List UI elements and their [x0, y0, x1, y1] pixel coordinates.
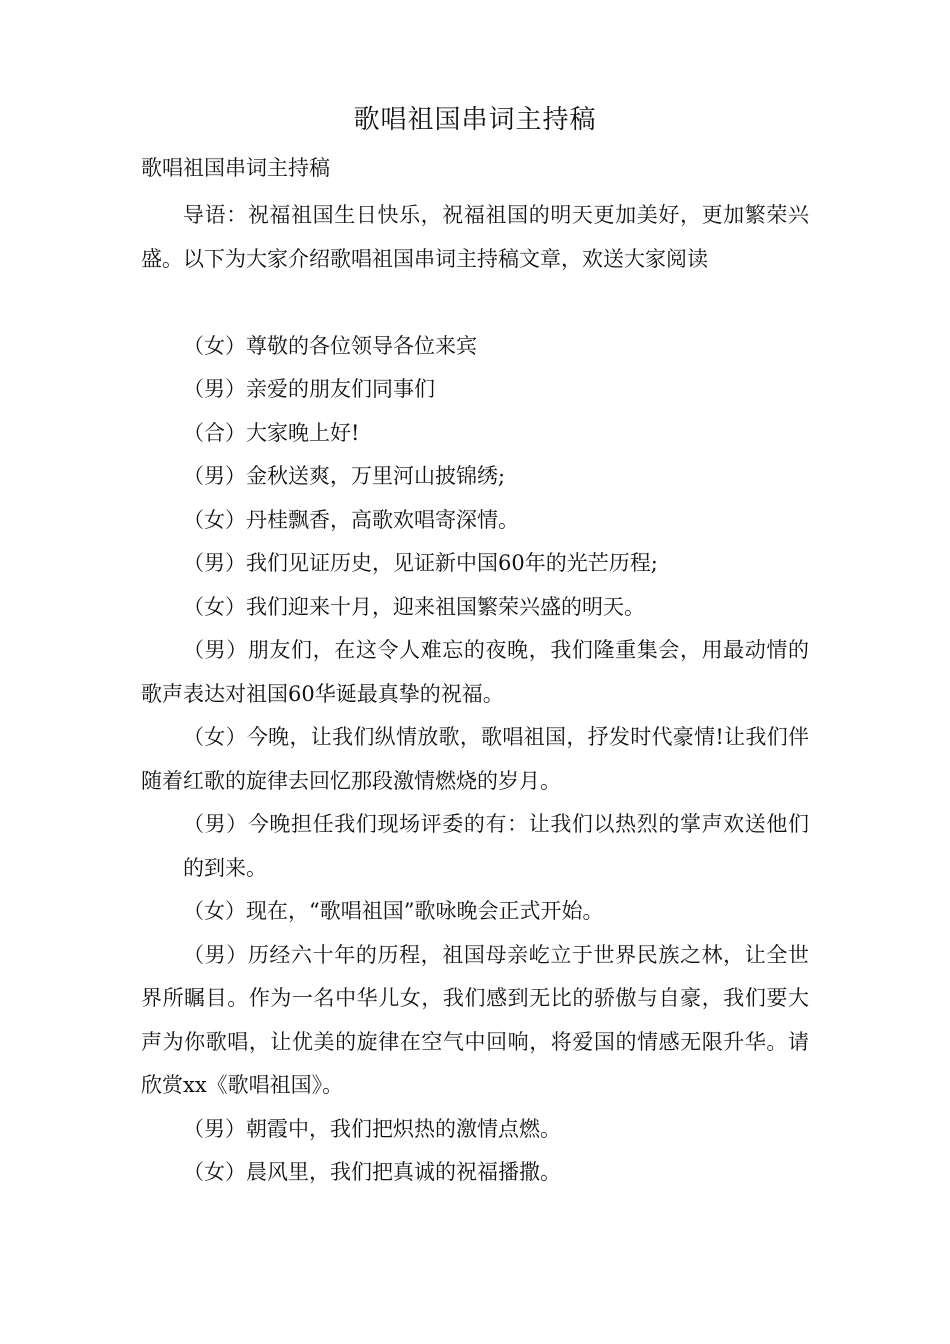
script-line: （男）今晚担任我们现场评委的有：让我们以热烈的掌声欢送他们的到来。 — [183, 812, 809, 880]
script-line: （男）金秋送爽，万里河山披锦绣; — [183, 464, 506, 488]
document-subtitle: 歌唱祖国串词主持稿 — [141, 156, 330, 180]
script-line: （男）亲爱的朋友们同事们 — [183, 377, 435, 401]
script-line: （女）尊敬的各位领导各位来宾 — [183, 333, 477, 358]
script-line: （男）历经六十年的历程，祖国母亲屹立于世界民族之林，让全世界所瞩目。作为一名中华儿女，我们感到无比的骄傲与自豪，我们要大声为你歌唱，让优美的旋律在空气中回响，将爱国的情感无限升华。请欣赏xx《歌唱祖国》。 — [141, 942, 809, 1097]
script-line: （合）大家晚上好! — [183, 420, 360, 445]
paragraph-spacer — [141, 281, 809, 325]
script-line: （男）我们见证历史，见证新中国60年的光芒历程; — [183, 551, 658, 575]
script-line: （女）我们迎来十月，迎来祖国繁荣兴盛的明天。 — [183, 594, 645, 619]
script-line: （女）现在，“歌唱祖国”歌咏晚会正式开始。 — [183, 899, 604, 923]
script-line: （男）朝霞中，我们把炽热的激情点燃。 — [183, 1116, 561, 1141]
script-line: （女）丹桂飘香，高歌欢唱寄深情。 — [183, 507, 519, 532]
intro-paragraph: 导语：祝福祖国生日快乐，祝福祖国的明天更加美好，更加繁荣兴盛。以下为大家介绍歌唱祖国串词主持稿文章，欢送大家阅读 — [141, 203, 809, 271]
script-line: （女）晨风里，我们把真诚的祝福播撒。 — [183, 1160, 561, 1184]
document-title: 歌唱祖国串词主持稿 — [353, 105, 597, 135]
document-body — [141, 194, 809, 1195]
script-line: （男）朋友们，在这令人难忘的夜晚，我们隆重集会，用最动情的歌声表达对祖国60华诞最真挚的祝福。 — [141, 638, 809, 706]
script-line: （女）今晚，让我们纵情放歌，歌唱祖国，抒发时代豪情!让我们伴随着红歌的旋律去回忆那段激情燃烧的岁月。 — [141, 725, 809, 793]
